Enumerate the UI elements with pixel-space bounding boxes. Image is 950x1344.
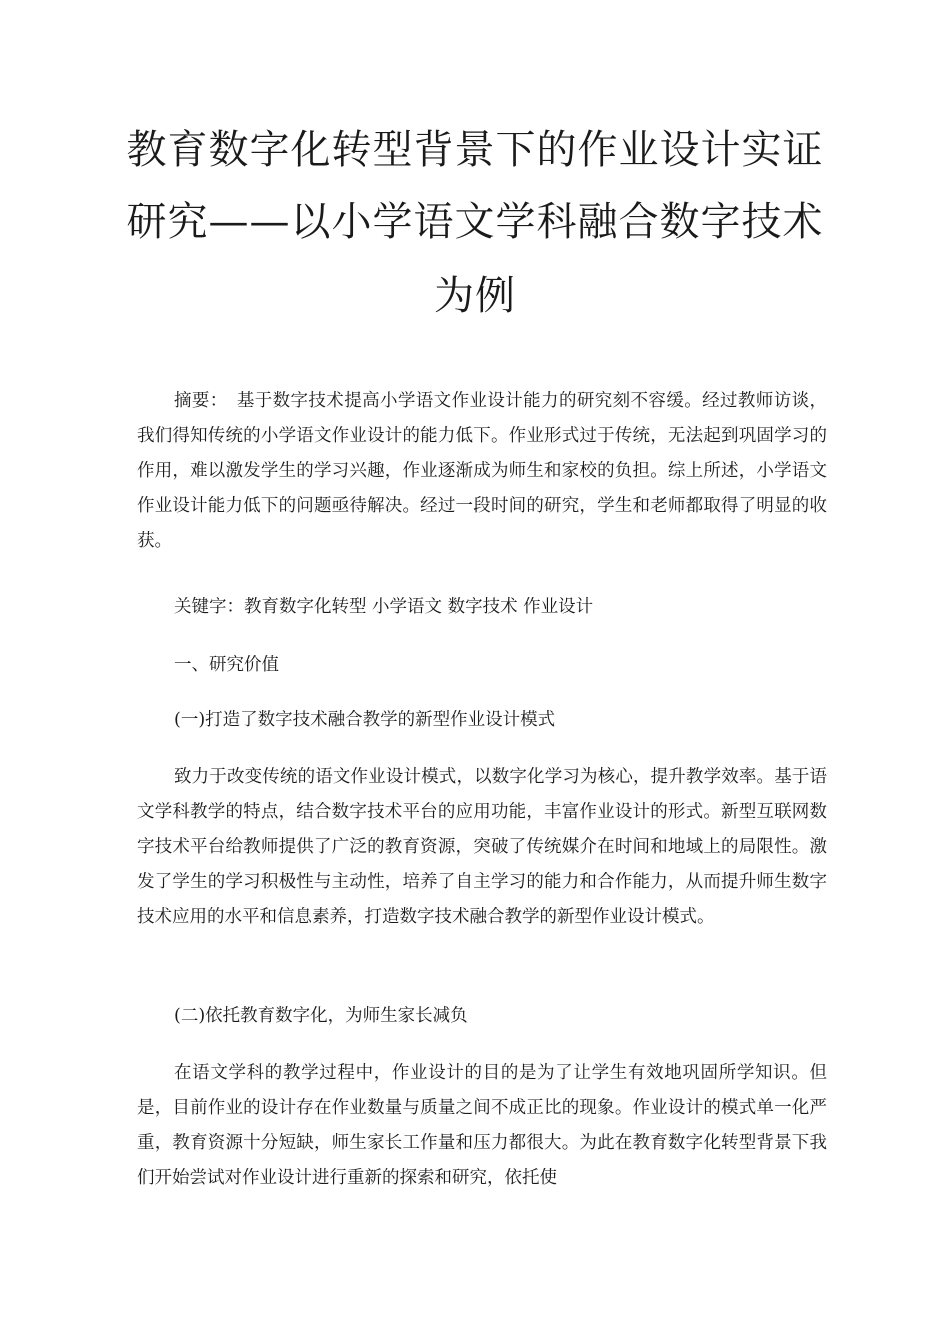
subsection-1-body: 致力于改变传统的语文作业设计模式，以数字化学习为核心，提升教学效率。基于语文学科教学的特点，结合数字技术平台的应用功能，丰富作业设计的形式。新型互联网数字技术平台给教师提供了广泛的教育资源，突破了传统媒介在时间和地域上的局限性。激发了学生的学习积极性与主动性，培养了自主学习的能力和合作能力，从而提升师生数字技术应用的水平和信息素养，打造数字技术融合教学的新型作业设计模式。 bbox=[137, 767, 827, 927]
subsection-2-body: 在语文学科的教学过程中，作业设计的目的是为了让学生有效地巩固所学知识。但是，目前作业的设计存在作业数量与质量之间不成正比的现象。作业设计的模式单一化严重，教育资源十分短缺，师生家长工作量和压力都很大。为此在教育数字化转型背景下我们开始尝试对作业设计进行重新的探索和研究，依托使 bbox=[137, 1063, 827, 1188]
keywords-line: 关键字：教育数字化转型 小学语文 数字技术 作业设计 bbox=[174, 597, 594, 617]
title-line-2: 研究——以小学语文学科融合数字技术 bbox=[126, 199, 824, 245]
abstract-paragraph: 摘要： 基于数字技术提高小学语文作业设计能力的研究刻不容缓。经过教师访谈，我们得知传统的小学语文作业设计的能力低下。作业形式过于传统，无法起到巩固学习的作用，难以激发学生的学习兴趣，作业逐渐成为师生和家校的负担。综上所述，小学语文作业设计能力低下的问题亟待解决。经过一段时间的研究，学生和老师都取得了明显的收获。 bbox=[137, 391, 827, 551]
title-line-3: 为例 bbox=[434, 273, 516, 319]
section-heading-research-value: 一、研究价值 bbox=[174, 655, 279, 675]
subsection-heading-1: (一)打造了数字技术融合教学的新型作业设计模式 bbox=[174, 710, 556, 730]
subsection-heading-2: (二)依托教育数字化，为师生家长减负 bbox=[174, 1006, 468, 1026]
title-line-1: 教育数字化转型背景下的作业设计实证 bbox=[126, 127, 824, 173]
